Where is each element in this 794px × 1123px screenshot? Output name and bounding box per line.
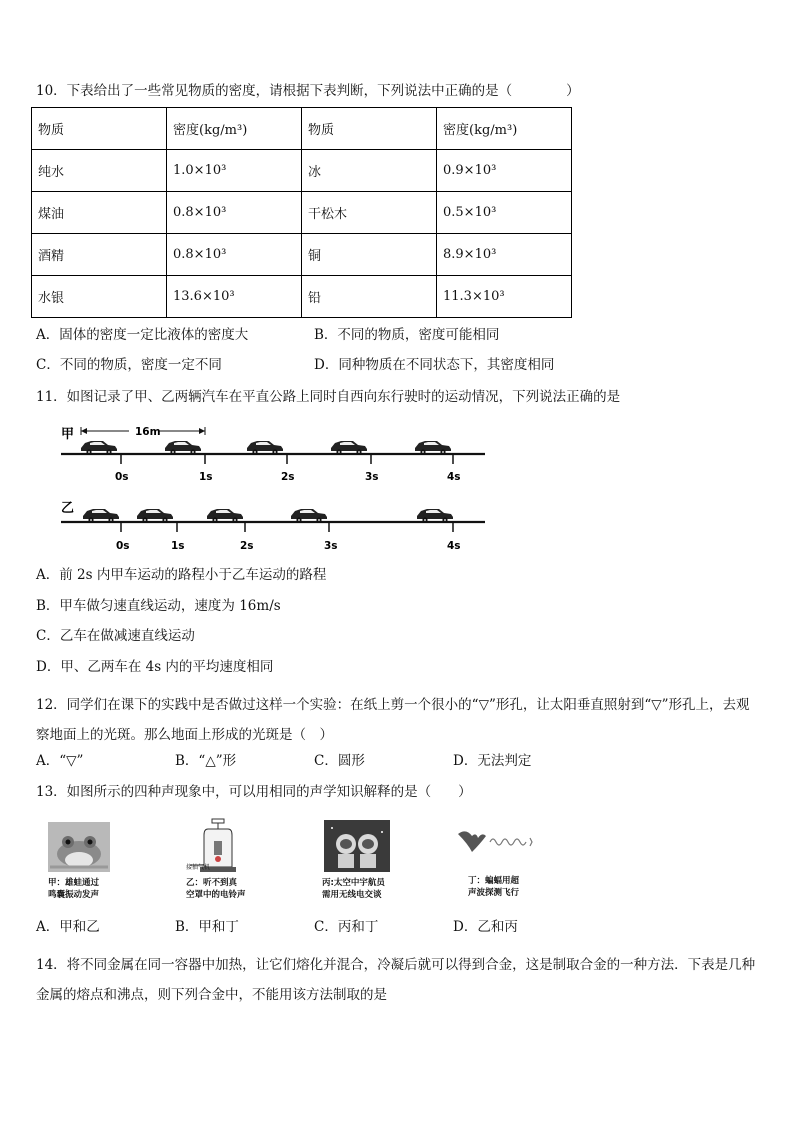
- table-cell: 煤油: [32, 192, 167, 234]
- table-cell: 铜: [302, 234, 437, 276]
- table-cell: 物质: [302, 108, 437, 150]
- q12-option-a[interactable]: A．“▽”: [36, 753, 84, 769]
- table-cell: 酒精: [32, 234, 167, 276]
- q10-option-c[interactable]: C．不同的物质，密度一定不同: [36, 357, 222, 373]
- q11-option-a[interactable]: A．前 2s 内甲车运动的路程小于乙车运动的路程: [36, 567, 327, 583]
- table-cell: 0.8×10³: [167, 192, 302, 234]
- q11-option-d[interactable]: D．甲、乙两车在 4s 内的平均速度相同: [36, 659, 274, 675]
- car-icon: [165, 441, 201, 455]
- tick-label: 1s: [171, 540, 185, 552]
- table-row: [32, 234, 572, 276]
- table-header-row: [32, 108, 572, 150]
- table-cell: 0.8×10³: [167, 234, 302, 276]
- car-motion-figure: [55, 418, 495, 558]
- q13-stem: 13．如图所示的四种声现象中，可以用相同的声学知识解释的是（ ）: [36, 784, 472, 800]
- caption-bing-line2: 需用无线电交谈: [322, 890, 382, 900]
- table-cell: 物质: [32, 108, 167, 150]
- car-icon: [83, 509, 119, 523]
- q14-stem: 14．将不同金属在同一容器中加热，让它们熔化并混合，冷凝后就可以得到合金，这是制取合金的一种方法．下表是几种金属的熔点和沸点，则下列合金中，不能用该方法制取的是: [36, 957, 756, 1003]
- label-yi: 乙: [61, 501, 75, 516]
- q11-option-c[interactable]: C．乙车在做减速直线运动: [36, 628, 195, 644]
- tick-label: 0s: [116, 540, 130, 552]
- caption-jia-line1: 甲：雄蛙通过: [48, 878, 100, 888]
- table-row: [32, 150, 572, 192]
- tick-label: 4s: [447, 540, 461, 552]
- q13-option-a[interactable]: A．甲和乙: [36, 919, 100, 935]
- table-row: [32, 276, 572, 318]
- car-icon: [207, 509, 243, 523]
- caption-ding-line2: 声波探测飞行: [468, 888, 520, 898]
- q13-option-b[interactable]: B．甲和丁: [175, 919, 239, 935]
- caption-ding-line1: 丁：蝙蝠用超: [468, 876, 520, 886]
- table-cell: 密度(kg/m³): [437, 108, 572, 150]
- q13-option-d[interactable]: D．乙和丙: [453, 919, 518, 935]
- car-icon: [331, 441, 367, 455]
- table-cell: 水银: [32, 276, 167, 318]
- bat-image: [456, 826, 534, 866]
- q12-option-c[interactable]: C．圆形: [314, 753, 365, 769]
- tick-label: 4s: [447, 471, 461, 483]
- caption-jia-line2: 鸣囊振动发声: [48, 890, 100, 900]
- tick-label: 3s: [365, 471, 379, 483]
- car-icon: [415, 441, 451, 455]
- astronaut-image: [324, 820, 390, 872]
- table-cell: 0.9×10³: [437, 150, 572, 192]
- q11-stem: 11．如图记录了甲、乙两辆汽车在平直公路上同时自西向东行驶时的运动情况，下列说法正确的是: [36, 389, 621, 405]
- caption-yi-line1: 乙：听不到真: [186, 878, 238, 888]
- table-cell: 1.0×10³: [167, 150, 302, 192]
- q10-option-a[interactable]: A．固体的密度一定比液体的密度大: [36, 327, 249, 343]
- arrow-right-icon: [199, 428, 205, 434]
- caption-yi-line2: 空罩中的电铃声: [186, 890, 246, 900]
- car-icon: [137, 509, 173, 523]
- tick-label: 2s: [240, 540, 254, 552]
- q10-stem: 10．下表给出了一些常见物质的密度，请根据下表判断，下列说法中正确的是（ ）: [36, 83, 580, 99]
- table-cell: 纯水: [32, 150, 167, 192]
- density-table: [31, 107, 572, 318]
- q11-option-b[interactable]: B．甲车做匀速直线运动，速度为 16m/s: [36, 598, 281, 614]
- car-icon: [247, 441, 283, 455]
- table-cell: 干松木: [302, 192, 437, 234]
- q10-option-d[interactable]: D．同种物质在不同状态下，其密度相同: [314, 357, 555, 373]
- arrow-left-icon: [81, 428, 87, 434]
- table-cell: 11.3×10³: [437, 276, 572, 318]
- car-icon: [291, 509, 327, 523]
- table-cell: 8.9×10³: [437, 234, 572, 276]
- q13-option-c[interactable]: C．丙和丁: [314, 919, 379, 935]
- table-row: [32, 192, 572, 234]
- q12-stem: 12．同学们在课下的实践中是否做过这样一个实验：在纸上剪一个很小的“▽”形孔，让太阳垂直照射到“▽”形孔上，去观察地面上的光斑。那么地面上形成的光斑是（ ）: [36, 697, 750, 743]
- caption-bing-line1: 丙:太空中宇航员: [322, 878, 385, 888]
- table-cell: 13.6×10³: [167, 276, 302, 318]
- frog-image: [48, 822, 110, 872]
- car-icon: [417, 509, 453, 523]
- table-cell: 冰: [302, 150, 437, 192]
- pump-label: 接抽气机: [186, 864, 211, 871]
- tick-label: 0s: [115, 471, 129, 483]
- q10-option-b[interactable]: B．不同的物质，密度可能相同: [314, 327, 500, 343]
- car-icon: [81, 441, 117, 455]
- q12-option-d[interactable]: D．无法判定: [453, 753, 532, 769]
- table-cell: 0.5×10³: [437, 192, 572, 234]
- tick-label: 2s: [281, 471, 295, 483]
- tick-label: 1s: [199, 471, 213, 483]
- table-cell: 密度(kg/m³): [167, 108, 302, 150]
- distance-label: 16m: [135, 426, 161, 438]
- q12-option-b[interactable]: B．“△”形: [175, 753, 237, 769]
- tick-label: 3s: [324, 540, 338, 552]
- table-cell: 铅: [302, 276, 437, 318]
- label-jia: 甲: [61, 427, 75, 442]
